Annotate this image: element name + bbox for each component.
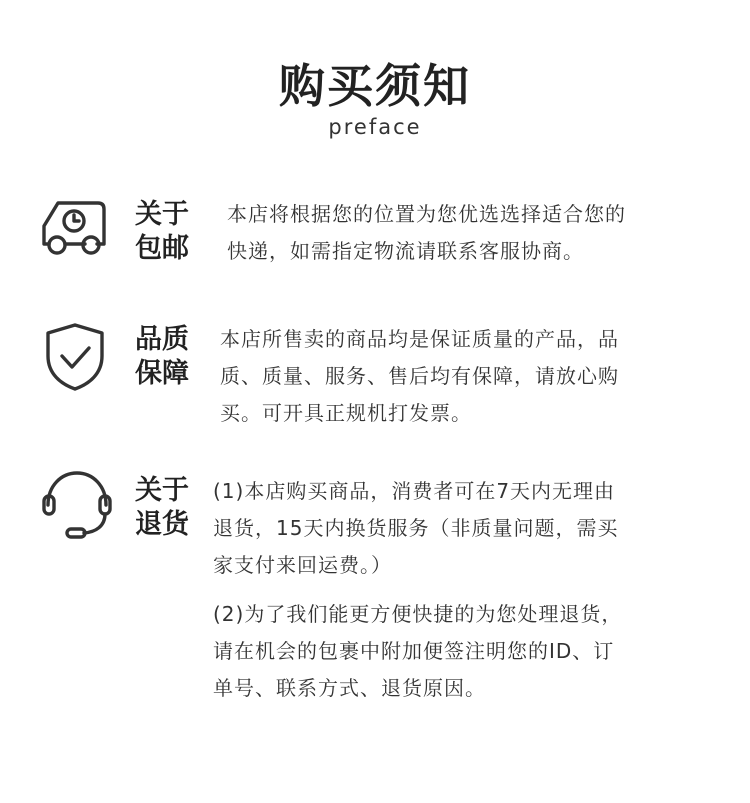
truck-icon xyxy=(40,196,108,260)
section-heading-returns: 关于 退货 xyxy=(135,475,189,540)
section-heading-shipping: 关于 包邮 xyxy=(135,199,189,264)
headset-icon xyxy=(40,469,114,541)
section-body-returns-2: (2)为了我们能更方便快捷的为您处理退货， 请在机会的包裹中附加便签注明您的ID、订 单号、联系方式、退货原因。 xyxy=(213,602,623,700)
section-body-quality: 本店所售卖的商品均是保证质量的产品，品 质、质量、服务、售后均有保障，请放心购 买。可开具正规机打发票。 xyxy=(220,327,619,425)
shield-check-icon xyxy=(45,322,105,392)
section-body-returns: (1)本店购买商品，消费者可在7天内无理由 退货，15天内换货服务（非质量问题，需买 家支付来回运费。） xyxy=(213,479,619,577)
section-heading-quality: 品质 保障 xyxy=(135,324,189,389)
section-body-shipping: 本店将根据您的位置为您优选选择适合您的 快递，如需指定物流请联系客服协商。 xyxy=(227,202,626,263)
page-title: 购买须知 xyxy=(279,59,471,113)
page-subtitle: preface xyxy=(328,115,422,139)
